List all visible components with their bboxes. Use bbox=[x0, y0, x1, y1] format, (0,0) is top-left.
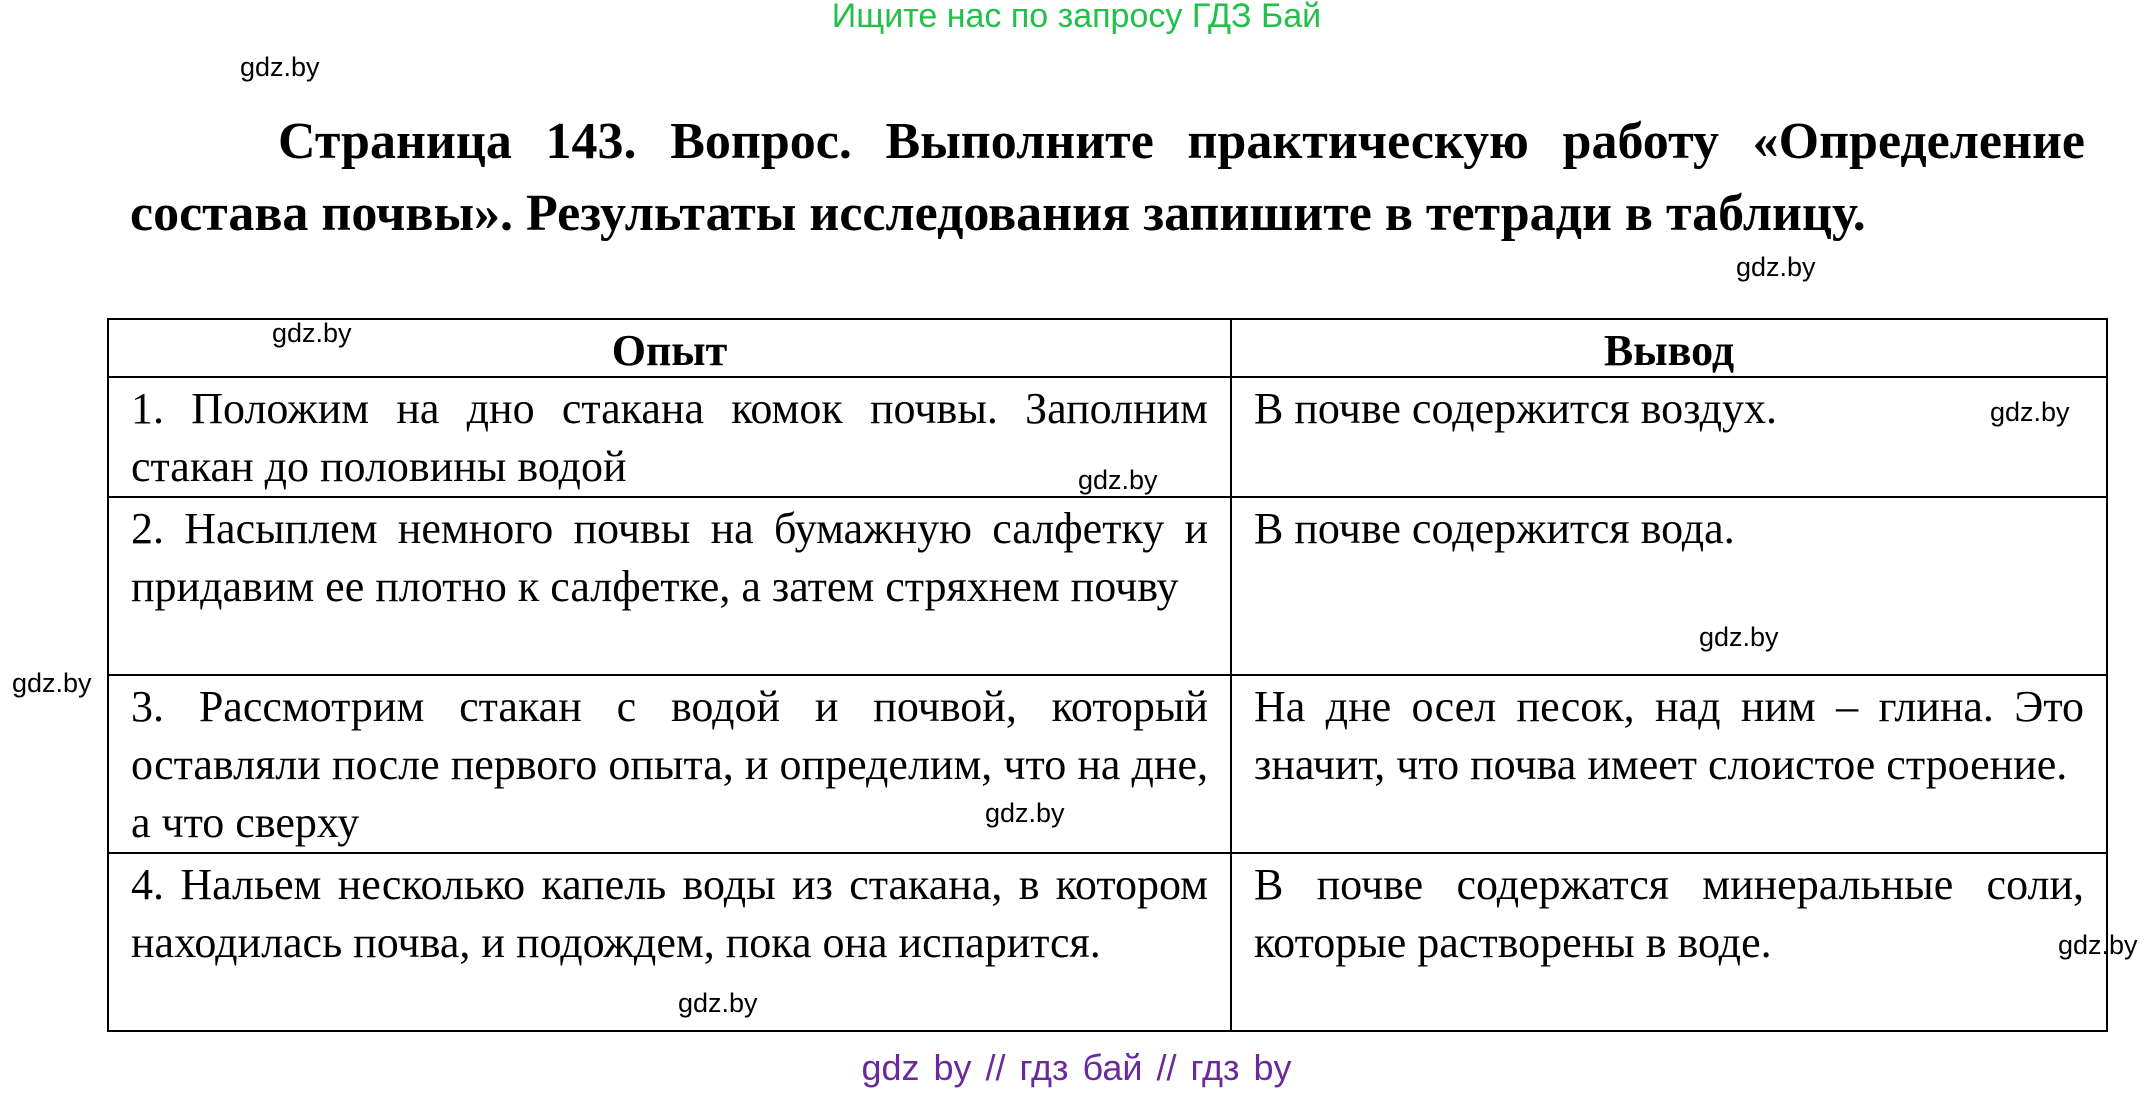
watermark: gdz.by bbox=[12, 668, 92, 698]
conclusion-cell: В почве содержатся минеральные соли, которые растворены в воде. bbox=[1231, 853, 2107, 1031]
experiment-cell: 3. Рассмотрим стакан с водой и почвой, который оставляли после первого опыта, и определим, что на дне, а что сверху bbox=[108, 675, 1231, 853]
results-table bbox=[107, 318, 2108, 1032]
table-row bbox=[108, 497, 2107, 675]
header-experiment: Опыт bbox=[108, 319, 1231, 377]
table-row bbox=[108, 675, 2107, 853]
promo-banner: Ищите нас по запросу ГДЗ Бай bbox=[831, 0, 1322, 35]
conclusion-cell: В почве содержится вода. bbox=[1231, 497, 2107, 675]
conclusion-cell: На дне осел песок, над ним – глина. Это значит, что почва имеет слоистое строение. bbox=[1231, 675, 2107, 853]
experiment-cell: 2. Насыплем немного почвы на бумажную салфетку и придавим ее плотно к салфетке, а затем стряхнем почву bbox=[108, 497, 1231, 675]
experiment-cell: 4. Нальем несколько капель воды из стакана, в котором находилась почва, и подождем, пока она испарится. bbox=[108, 853, 1231, 1031]
conclusion-cell: В почве содержится воздух. bbox=[1231, 377, 2107, 497]
page-title: Страница 143. Вопрос. Выполните практическую работу «Определение состава почвы». Результаты исследования запишите в тетради в таблицу. bbox=[130, 113, 2085, 242]
watermark: gdz.by bbox=[2058, 930, 2138, 960]
watermark: gdz.by bbox=[272, 318, 352, 348]
experiment-cell: 1. Положим на дно стакана комок почвы. Заполним стакан до половины водой bbox=[108, 377, 1231, 497]
table-row bbox=[108, 853, 2107, 1031]
watermark: gdz.by bbox=[985, 798, 1065, 828]
site-footer: gdz by // гдз бай // гдз by bbox=[861, 1047, 1292, 1088]
watermark: gdz.by bbox=[1699, 622, 1779, 652]
watermark: gdz.by bbox=[678, 988, 758, 1018]
watermark: gdz.by bbox=[1736, 252, 1816, 282]
watermark: gdz.by bbox=[1990, 397, 2070, 427]
watermark: gdz.by bbox=[240, 52, 320, 82]
header-conclusion: Вывод bbox=[1231, 319, 2107, 377]
watermark: gdz.by bbox=[1078, 465, 1158, 495]
table-header-row bbox=[108, 319, 2107, 377]
